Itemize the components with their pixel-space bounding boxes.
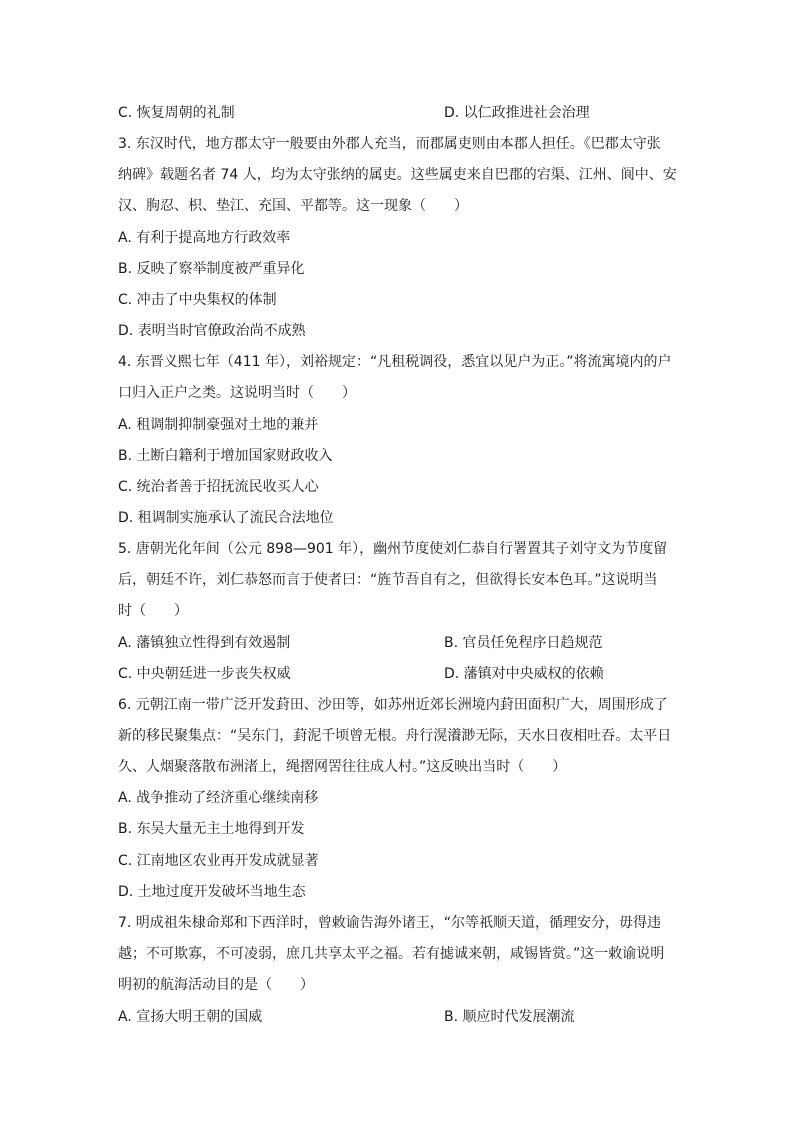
q3-option-b: B. 反映了察举制度被严重异化 — [118, 261, 305, 277]
q6-option-a: A. 战争推动了经济重心继续南移 — [118, 790, 319, 806]
q6-stem-line: 6. 元朝江南一带广泛开发葑田、沙田等，如苏州近郊长洲境内葑田面积广大，周围形成了 — [118, 697, 668, 713]
q5-stem-line: 5. 唐朝光化年间（公元 898—901 年），幽州节度使刘仁恭自行署置其子刘守文为节度留 — [118, 541, 668, 557]
q3-option-a: A. 有利于提高地方行政效率 — [118, 230, 291, 246]
q6-option-c: C. 江南地区农业再开发成就显著 — [118, 853, 319, 869]
q2-option-c: C. 恢复周朝的礼制 — [118, 105, 235, 121]
q5-option-c: C. 中央朝廷进一步丧失权威 — [118, 666, 291, 682]
q4-option-a: A. 租调制抑制豪强对土地的兼并 — [118, 417, 319, 433]
q3-stem-line: 汉、朐忍、枳、垫江、充国、平都等。这一现象（ ） — [118, 198, 468, 214]
q2-option-d: D. 以仁政推进社会治理 — [444, 105, 590, 121]
q5-option-a: A. 藩镇独立性得到有效遏制 — [118, 635, 291, 651]
q3-option-d: D. 表明当时官僚政治尚不成熟 — [118, 323, 306, 339]
q5-stem-line: 后，朝廷不许，刘仁恭怒而言于使者曰：“旌节吾自有之，但欲得长安本色耳。”这说明当 — [118, 572, 658, 588]
q3-option-c: C. 冲击了中央集权的体制 — [118, 292, 277, 308]
q7-option-b: B. 顺应时代发展潮流 — [444, 1009, 575, 1025]
q4-stem-line: 口归入正户之类。这说明当时（ ） — [118, 385, 356, 401]
q6-option-d: D. 土地过度开发破坏当地生态 — [118, 884, 306, 900]
q3-stem-line: 纳碑》载题名者 74 人，均为太守张纳的属吏。这些属吏来自巴郡的宕渠、江州、阆中、安 — [118, 167, 677, 183]
q4-option-c: C. 统治者善于招抚流民收买人心 — [118, 479, 319, 495]
q7-stem-line: 越；不可欺寡，不可凌弱，庶几共享太平之福。若有摅诚来朝，咸锡皆赏。”这一敕谕说明 — [118, 946, 665, 962]
q7-stem-line: 7. 明成祖朱棣命郑和下西洋时，曾敕谕告海外诸王，“尔等祇顺天道，循理安分，毋得违 — [118, 915, 662, 931]
q4-option-b: B. 土断白籍利于增加国家财政收入 — [118, 448, 333, 464]
q5-stem-line: 时（ ） — [118, 603, 188, 619]
q3-stem-line: 3. 东汉时代，地方郡太守一般要由外郡人充当，而郡属吏则由本郡人担任。《巴郡太守张 — [118, 136, 661, 152]
q4-stem-line: 4. 东晋义熙七年（411 年），刘裕规定：“凡租税调役，悉宜以见户为正。”将流寓境内的户 — [118, 354, 672, 370]
q7-stem-line: 明初的航海活动目的是（ ） — [118, 977, 314, 993]
q6-option-b: B. 东吴大量无主土地得到开发 — [118, 821, 305, 837]
q6-stem-line: 久、人烟聚落散布洲渚上，绳摺网罟往往成人村。”这反映出当时（ ） — [118, 759, 567, 775]
q6-stem-line: 新的移民聚集点：“吴东门，葑泥千顷曾无根。舟行滉瀁渺无际，天水日夜相吐吞。太平日 — [118, 728, 672, 744]
q7-option-a: A. 宣扬大明王朝的国威 — [118, 1009, 263, 1025]
q5-option-d: D. 藩镇对中央威权的依赖 — [444, 666, 604, 682]
q5-option-b: B. 官员任免程序日趋规范 — [444, 635, 603, 651]
q4-option-d: D. 租调制实施承认了流民合法地位 — [118, 510, 334, 526]
